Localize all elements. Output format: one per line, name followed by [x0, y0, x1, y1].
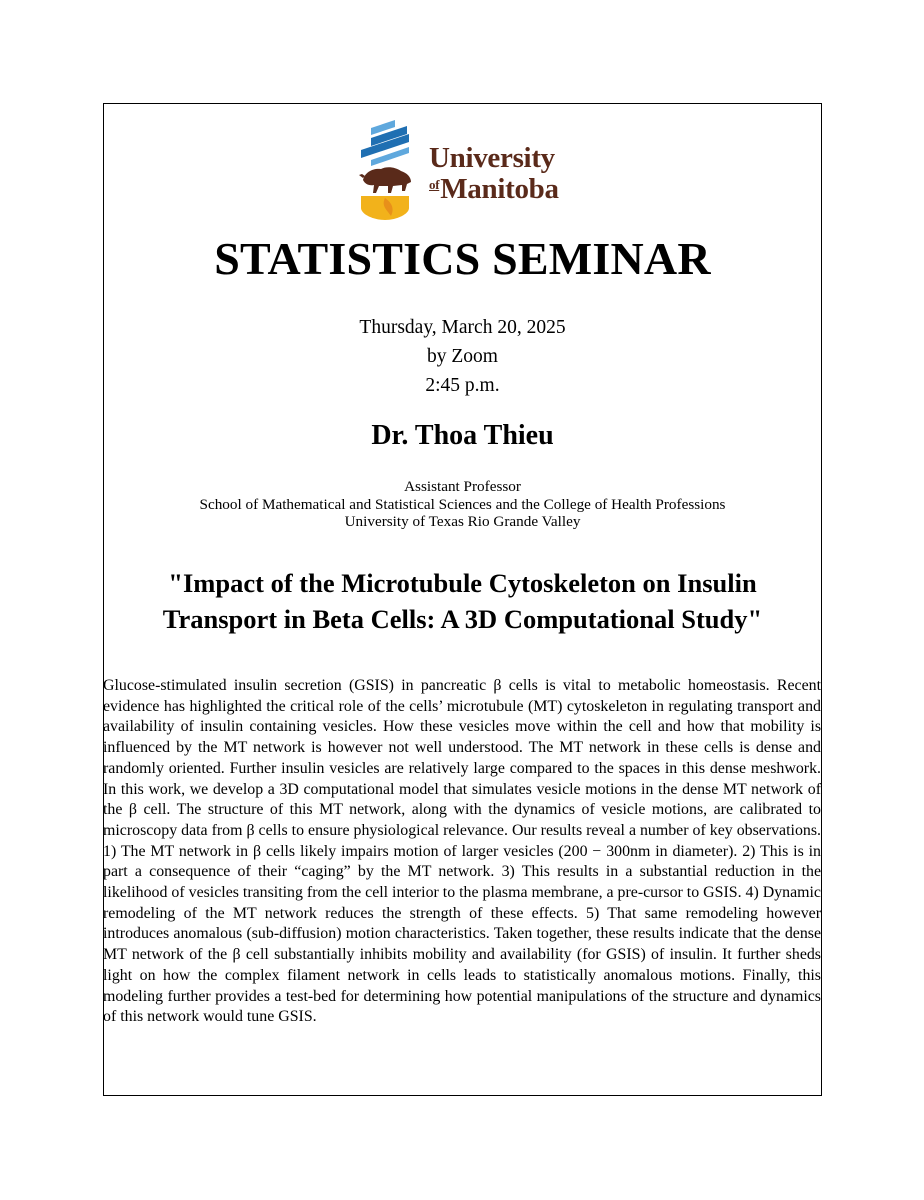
event-location: by Zoom [427, 346, 498, 367]
seminar-title: STATISTICS SEMINAR [214, 233, 711, 284]
event-details [103, 313, 822, 400]
talk-title-line1: "Impact of the Microtubule Cytoskeleton on Insulin [168, 568, 757, 598]
speaker-institution: University of Texas Rio Grande Valley [344, 513, 581, 530]
event-date: Thursday, March 20, 2025 [359, 317, 566, 338]
bison-shield-icon [357, 120, 415, 220]
university-name-line2 [429, 175, 559, 204]
talk-title-line2: Transport in Beta Cells: A 3D Computational Study" [162, 604, 763, 634]
university-name-of: of [429, 177, 440, 192]
talk-title [103, 565, 822, 637]
university-name [429, 144, 559, 204]
speaker-position: Assistant Professor [404, 478, 521, 495]
speaker-name: Dr. Thoa Thieu [371, 420, 554, 451]
event-time: 2:45 p.m. [425, 375, 500, 396]
speaker-affiliation [103, 478, 822, 531]
speaker-department: School of Mathematical and Statistical Sciences and the College of Health Professions [199, 495, 726, 513]
university-name-line1: University [429, 142, 555, 174]
university-logo [357, 120, 587, 222]
talk-abstract: Glucose-stimulated insulin secretion (GSIS) in pancreatic β cells is vital to metabolic homeostasis. Recent evidence has highlighted the critical role of the cells’ microtubule (MT) cytoskeleton in regulating transport and availability of insulin containing vesicles. How these vesicles move within the cell and how that mobility is influenced by the MT network is however not well understood. The MT network in these cells is dense and randomly oriented. Further insulin vesicles are relatively large compared to the spaces in this dense meshwork. In this work, we develop a 3D computational model that simulates vesicle motions in the dense MT network of the β cell. The structure of this MT network, along with the dynamics of vesicle motions, are calibrated to microscopy data from β cells to ensure physiological relevance. Our results reveal a number of key observations. 1) The MT network in β cells likely impairs motion of larger vesicles (200 − 300nm in diameter). 2) This is in part a consequence of their “caging” by the MT network. 3) This results in a substantial reduction in the likelihood of vesicles transiting from the cell interior to the plasma membrane, a pre-cursor to GSIS. 4) Dynamic remodeling of the MT network reduces the strength of these effects. 5) That same remodeling however introduces anomalous (sub-diffusion) motion characteristics. Taken together, these results indicate that the dense MT network of the β cell substantially inhibits mobility and availability (for GSIS) of insulin. It further sheds light on how the complex filament network in cells leads to statistically anomalous motions. Finally, this modeling further provides a test-bed for determining how potential manipulations of the structure and dynamics of this network would tune GSIS. [103, 677, 821, 1026]
university-name-manitoba: Manitoba [440, 173, 559, 205]
